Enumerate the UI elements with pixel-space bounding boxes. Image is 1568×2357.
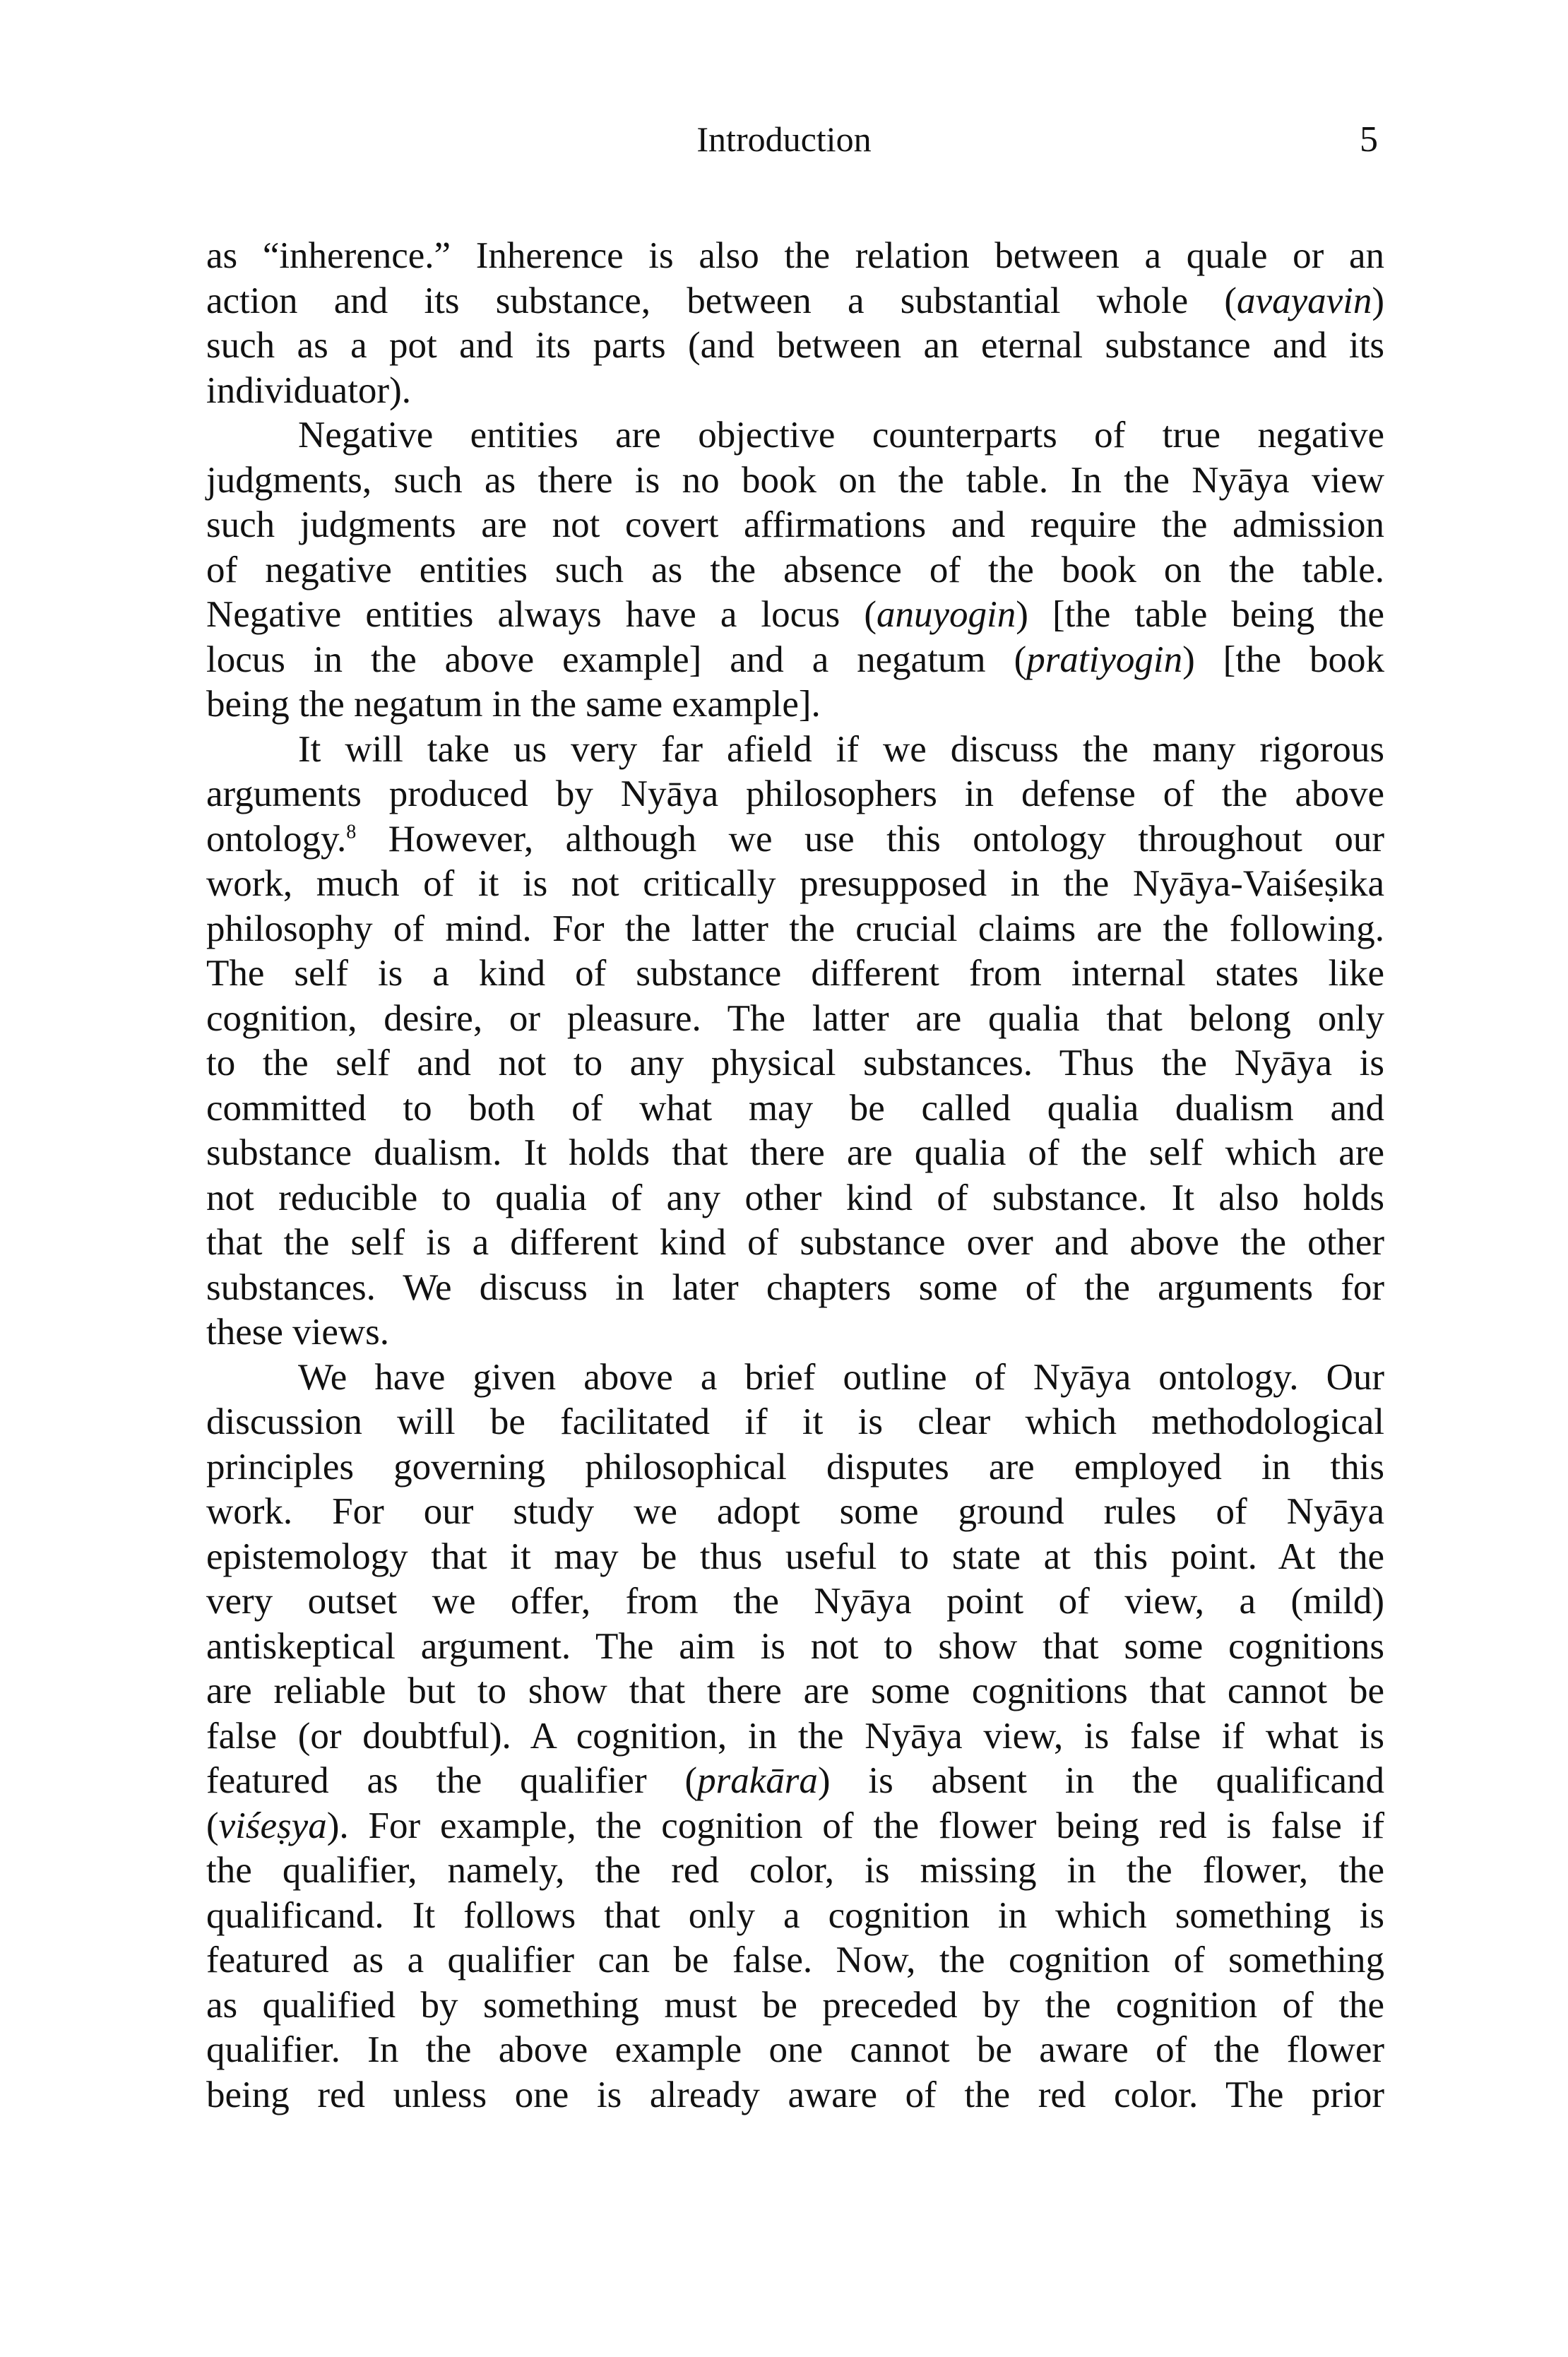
- text-line: [206, 323, 1384, 369]
- text-run: of negative entities such as the absence of the book on the table.: [206, 549, 1384, 590]
- text-run: substances. We discuss in later chapters some of the arguments for: [206, 1266, 1384, 1308]
- text-run: work, much of it is not critically presupposed in the Nyāya-Vaiśeṣika: [206, 863, 1384, 904]
- text-line: [206, 1131, 1384, 1176]
- text-run: action and its substance, between a substantial whole (: [206, 280, 1237, 321]
- text-run: are reliable but to show that there are some cognitions that cannot be: [206, 1670, 1384, 1711]
- text-run: to the self and not to any physical substances. Thus the Nyāya is: [206, 1043, 1384, 1083]
- text-line: [206, 503, 1384, 548]
- text-run: as qualified by something must be preceded by the cognition of the: [206, 1984, 1384, 2026]
- text-line: [206, 1041, 1384, 1086]
- text-line: [206, 1848, 1384, 1894]
- text-line: [206, 1804, 1384, 1849]
- text-line: [206, 1579, 1384, 1625]
- running-header: Introduction: [696, 119, 872, 159]
- text-run: such judgments are not covert affirmations and require the admission: [206, 504, 1384, 545]
- text-line: [206, 369, 1384, 414]
- text-run: (: [206, 1805, 219, 1846]
- text-line: [206, 1176, 1384, 1221]
- text-line: [206, 1266, 1384, 1311]
- text-run: committed to both of what may be called qualia dualism and: [206, 1087, 1384, 1129]
- text-run: We have given above a brief outline of Nyāya ontology. Our: [298, 1356, 1384, 1398]
- text-line: [206, 2028, 1384, 2073]
- text-line: [206, 1669, 1384, 1714]
- text-run: substance dualism. It holds that there are qualia of the self which are: [206, 1132, 1384, 1173]
- text-line: [206, 279, 1384, 324]
- italic-term: viśeṣya: [218, 1805, 327, 1846]
- text-run: antiskeptical argument. The aim is not to show that some cognitions: [206, 1625, 1384, 1667]
- text-line: [206, 458, 1384, 504]
- text-line: [206, 1714, 1384, 1759]
- text-line: [206, 413, 1384, 458]
- text-line: [206, 1445, 1384, 1490]
- text-line: [206, 234, 1384, 279]
- text-line: [206, 593, 1384, 638]
- text-run: discussion will be facilitated if it is clear which methodological: [206, 1401, 1384, 1442]
- text-run: ). For example, the cognition of the flower being red is false if: [326, 1805, 1384, 1846]
- text-line: [206, 862, 1384, 907]
- text-run: that the self is a different kind of substance over and above the other: [206, 1222, 1384, 1263]
- text-run: ) [the table being the: [1016, 594, 1385, 635]
- text-line: [206, 1086, 1384, 1132]
- text-run: individuator).: [206, 369, 411, 411]
- paragraph: [206, 234, 1384, 413]
- paragraph: [206, 1355, 1384, 2118]
- text-line: [206, 1938, 1384, 1983]
- text-line: [206, 728, 1384, 773]
- text-line: [206, 817, 1384, 862]
- italic-term: avayavin: [1237, 280, 1372, 321]
- text-run: principles governing philosophical disputes are employed in this: [206, 1446, 1384, 1488]
- text-line: [206, 1490, 1384, 1535]
- text-run: ) is absent in the qualificand: [817, 1760, 1384, 1801]
- text-run: The self is a kind of substance different from internal states like: [206, 953, 1384, 994]
- italic-term: prakāra: [697, 1760, 818, 1801]
- text-run: featured as the qualifier (: [206, 1760, 698, 1801]
- text-run: judgments, such as there is no book on the table. In the Nyāya view: [206, 459, 1384, 501]
- text-line: [206, 2073, 1384, 2118]
- text-run: being the negatum in the same example].: [206, 684, 821, 725]
- text-run: philosophy of mind. For the latter the crucial claims are the following.: [206, 908, 1384, 949]
- text-run: being red unless one is already aware of the red color. The prior: [206, 2074, 1384, 2115]
- italic-term: anuyogin: [876, 594, 1016, 635]
- text-run: Negative entities are objective counterparts of true negative: [298, 415, 1384, 456]
- text-line: [206, 772, 1384, 817]
- text-run: ) [the book: [1182, 639, 1384, 680]
- text-line: [206, 1310, 1384, 1355]
- text-run: Negative entities always have a locus (: [206, 594, 877, 635]
- text-run: featured as a qualifier can be false. Now, the cognition of something: [206, 1940, 1384, 1981]
- text-line: [206, 1625, 1384, 1670]
- text-line: [206, 997, 1384, 1042]
- text-run: ): [1372, 280, 1384, 321]
- text-line: [206, 1400, 1384, 1445]
- text-line: [206, 1894, 1384, 1939]
- text-line: [206, 1355, 1384, 1401]
- text-run: cognition, desire, or pleasure. The latter are qualia that belong only: [206, 997, 1384, 1039]
- text-run: as “inherence.” Inherence is also the relation between a quale or an: [206, 235, 1384, 276]
- text-run: It will take us very far afield if we discuss the many rigorous: [298, 728, 1384, 770]
- text-run: the qualifier, namely, the red color, is missing in the flower, the: [206, 1850, 1384, 1891]
- text-line: [206, 951, 1384, 997]
- paragraph: [206, 728, 1384, 1355]
- text-line: [206, 1221, 1384, 1266]
- text-run: epistemology that it may be thus useful to state at this point. At the: [206, 1536, 1384, 1577]
- text-run: qualificand. It follows that only a cognition in which something is: [206, 1894, 1384, 1936]
- text-run: ontology.: [206, 818, 347, 860]
- text-run: qualifier. In the above example one cannot be aware of the flower: [206, 2029, 1384, 2070]
- text-line: [206, 1535, 1384, 1580]
- text-run: arguments produced by Nyāya philosophers in defense of the above: [206, 773, 1384, 814]
- text-line: [206, 907, 1384, 952]
- text-run: However, although we use this ontology throughout our: [356, 818, 1384, 860]
- text-line: [206, 1983, 1384, 2029]
- text-run: such as a pot and its parts (and between an eternal substance and its: [206, 325, 1384, 366]
- text-run: these views.: [206, 1312, 390, 1353]
- text-line: [206, 682, 1384, 728]
- text-run: work. For our study we adopt some ground rules of Nyāya: [206, 1491, 1384, 1532]
- text-run: very outset we offer, from the Nyāya point of view, a (mild): [206, 1581, 1384, 1622]
- body-text: [206, 234, 1384, 2118]
- italic-term: pratiyogin: [1026, 639, 1183, 680]
- page-number: 5: [1360, 119, 1378, 160]
- footnote-marker: 8: [346, 820, 357, 843]
- text-run: locus in the above example] and a negatum (: [206, 639, 1027, 680]
- text-line: [206, 1759, 1384, 1804]
- text-run: not reducible to qualia of any other kind of substance. It also holds: [206, 1177, 1384, 1218]
- text-line: [206, 638, 1384, 683]
- text-line: [206, 548, 1384, 593]
- text-run: false (or doubtful). A cognition, in the Nyāya view, is false if what is: [206, 1715, 1384, 1757]
- paragraph: [206, 413, 1384, 728]
